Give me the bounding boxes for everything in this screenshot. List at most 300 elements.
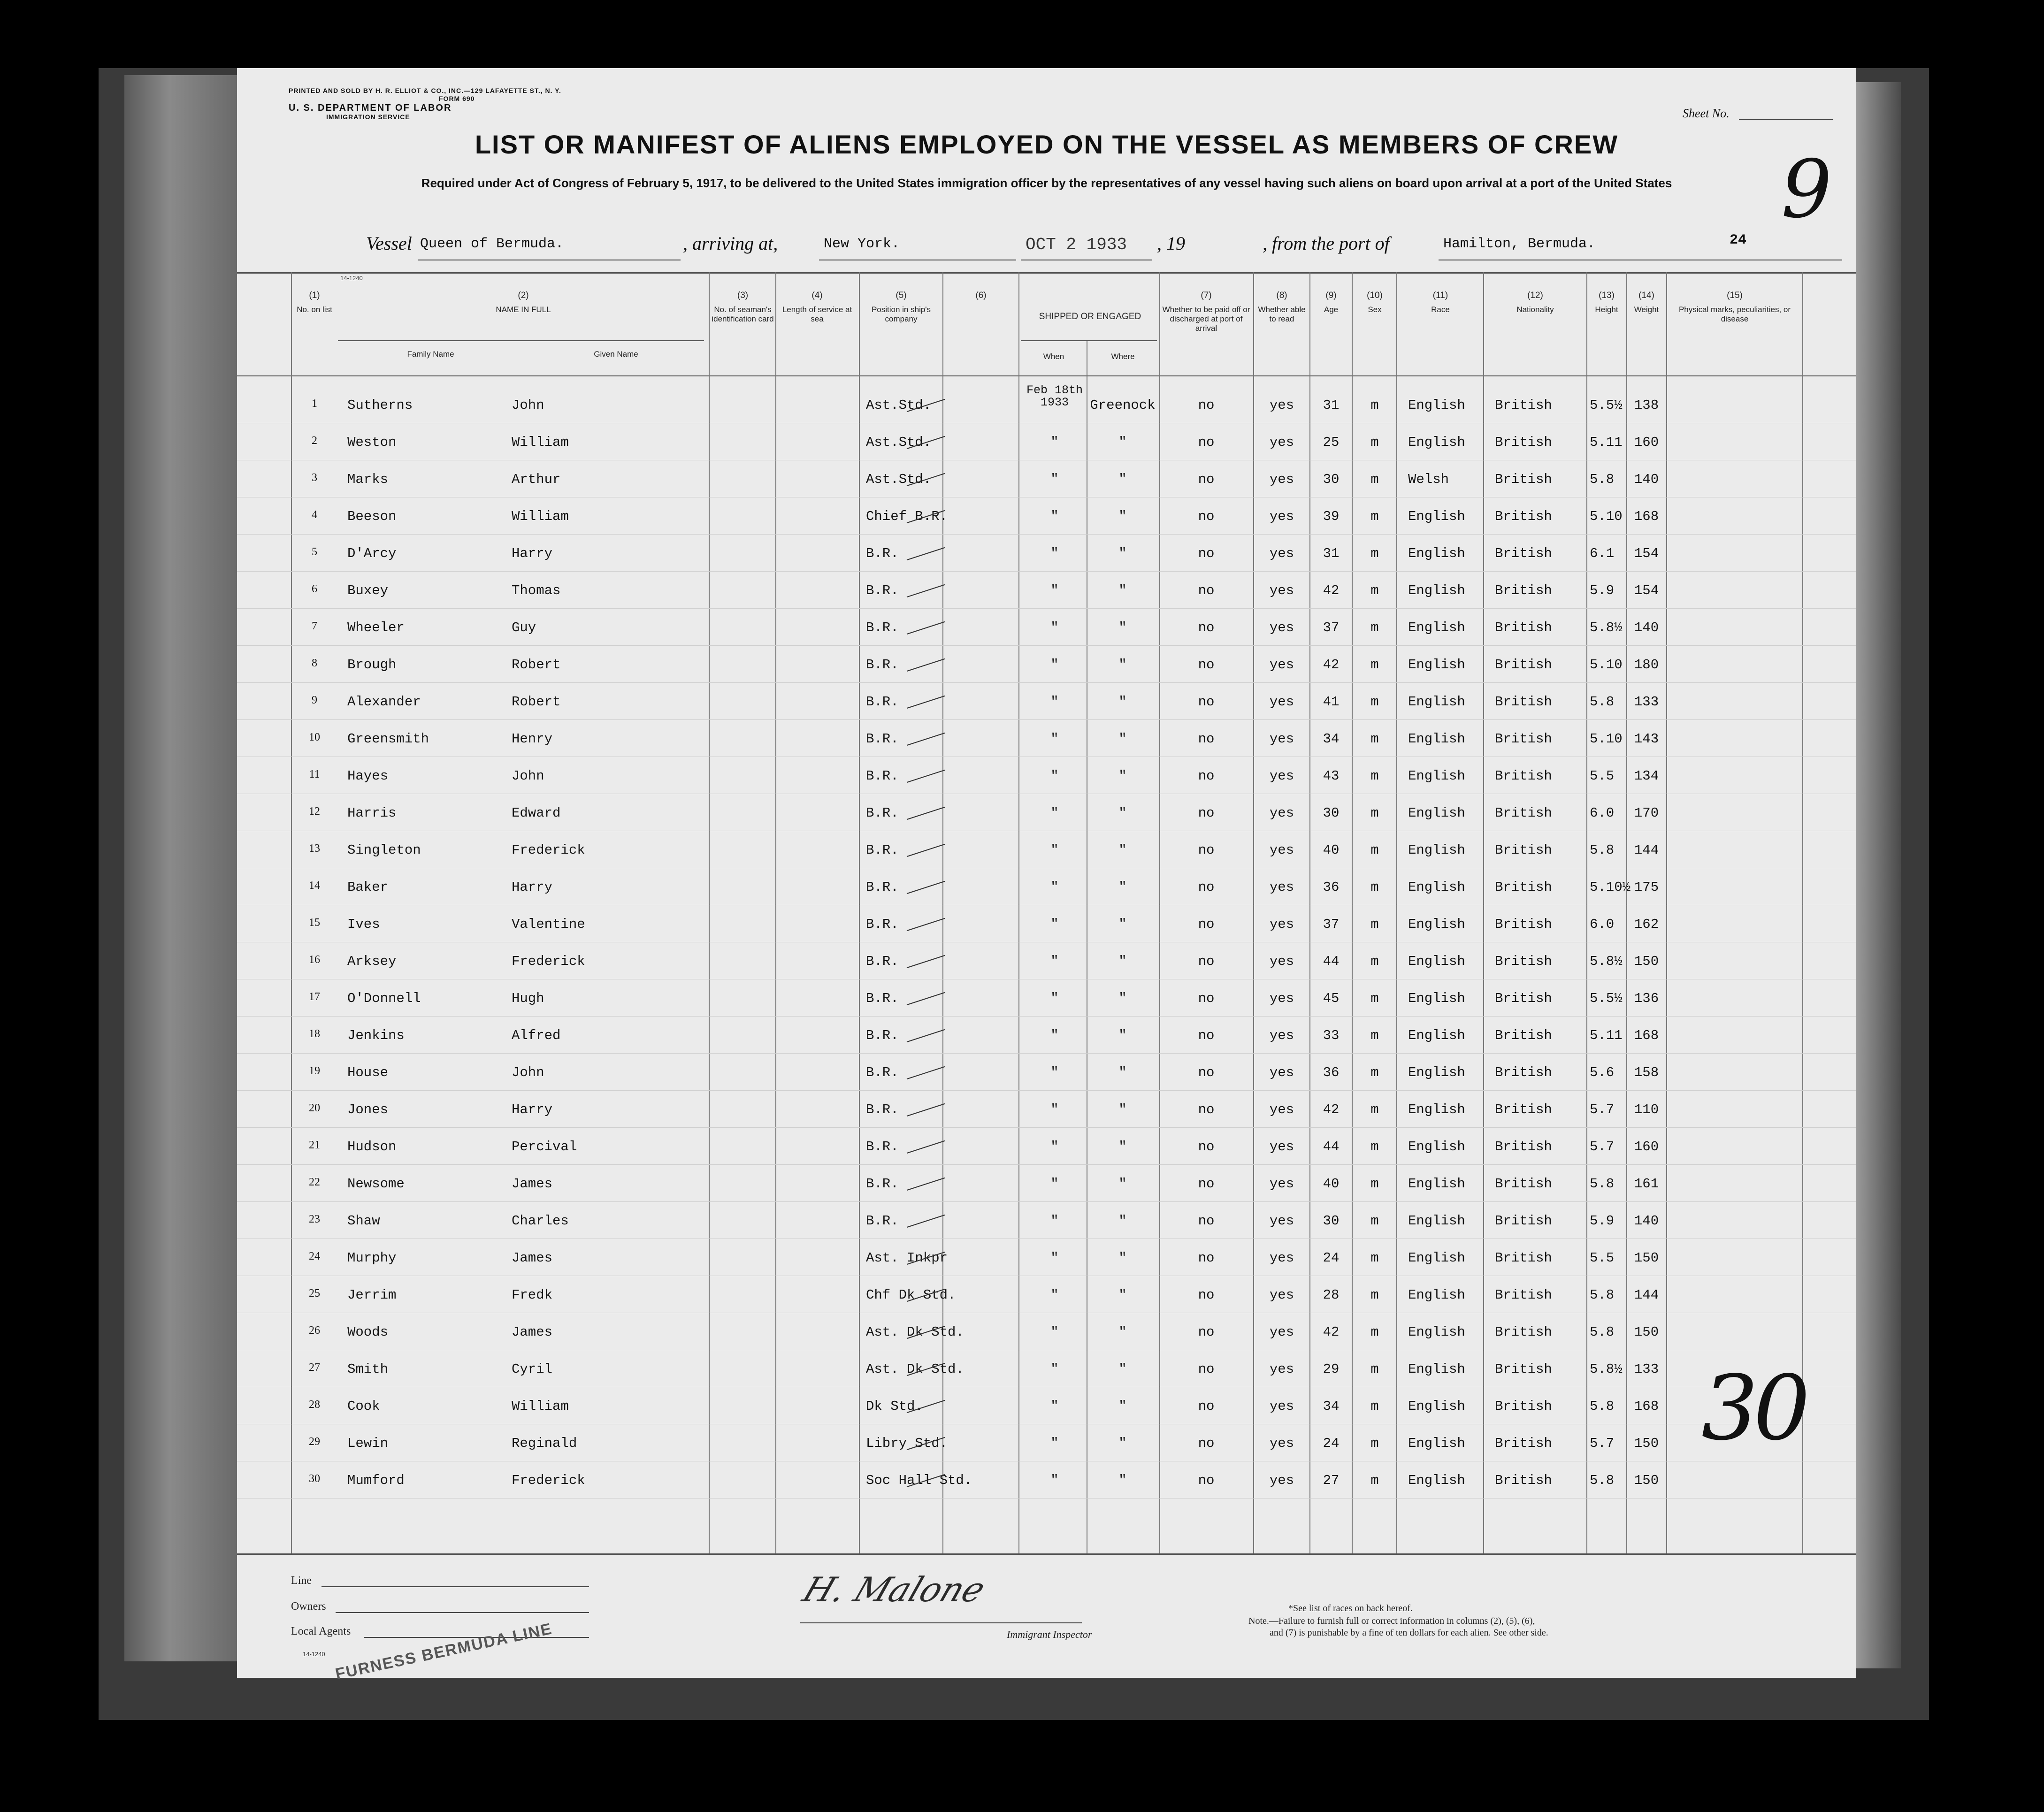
paid-off: no <box>1198 398 1215 413</box>
weight: 180 <box>1634 657 1659 673</box>
able-to-read: yes <box>1269 1028 1294 1043</box>
row-number: 12 <box>309 805 320 818</box>
shipped-where: " <box>1118 768 1127 784</box>
position: Ast.Std. <box>866 472 932 487</box>
position: B.R. <box>866 583 899 598</box>
family-name: Jones <box>347 1102 389 1117</box>
position: Soc Hall Std. <box>866 1473 972 1488</box>
table-row <box>237 535 1856 572</box>
height: 6.0 <box>1590 917 1615 932</box>
table-row <box>237 1017 1856 1054</box>
position: B.R. <box>866 1213 899 1229</box>
height: 5.5½ <box>1590 398 1623 413</box>
table-row <box>237 869 1856 906</box>
age: 30 <box>1323 1213 1340 1229</box>
arriving-label: , arriving at, <box>683 233 778 254</box>
nationality: British <box>1495 1250 1552 1266</box>
given-name: Thomas <box>512 583 561 598</box>
family-name: Smith <box>347 1361 389 1377</box>
given-name: James <box>512 1250 553 1266</box>
shipped-when: " <box>1050 583 1059 598</box>
sex: m <box>1370 879 1379 895</box>
owners-underline <box>336 1612 589 1613</box>
height: 5.10 <box>1590 509 1623 524</box>
form-code-bottom: 14-1240 <box>303 1651 325 1658</box>
row-number: 24 <box>309 1250 320 1262</box>
nationality: British <box>1495 1176 1552 1192</box>
row-number: 11 <box>309 768 320 780</box>
nationality: British <box>1495 657 1552 673</box>
row-number: 2 <box>312 435 317 447</box>
from-port: Hamilton, Bermuda. <box>1443 236 1596 252</box>
paid-off: no <box>1198 1473 1215 1488</box>
position: Ast. Inkpr <box>866 1250 948 1266</box>
weight: 170 <box>1634 805 1659 821</box>
height: 5.8 <box>1590 1473 1615 1488</box>
row-rule <box>237 682 1856 683</box>
printer-credit: PRINTED AND SOLD BY H. R. ELLIOT & CO., INC.—129 LAFAYETTE ST., N. Y. <box>289 87 561 94</box>
able-to-read: yes <box>1269 991 1294 1006</box>
height: 5.8½ <box>1590 620 1623 635</box>
family-name: Buxey <box>347 583 389 598</box>
age: 36 <box>1323 879 1340 895</box>
handwritten-page-number: 9 <box>1781 143 1832 236</box>
height: 5.8½ <box>1590 1361 1623 1377</box>
shipped-when: " <box>1050 879 1059 895</box>
from-port-label: , from the port of <box>1263 233 1390 254</box>
race: English <box>1408 583 1465 598</box>
shipped-where: " <box>1118 1473 1127 1488</box>
sex: m <box>1370 731 1379 747</box>
weight: 158 <box>1634 1065 1659 1080</box>
table-row <box>237 1055 1856 1091</box>
given-name: Edward <box>512 805 561 821</box>
age: 44 <box>1323 1139 1340 1154</box>
position: B.R. <box>866 657 899 673</box>
race: English <box>1408 1028 1465 1043</box>
table-row <box>237 1351 1856 1388</box>
sheet-no-line <box>1739 119 1833 120</box>
family-name: Jenkins <box>347 1028 405 1043</box>
family-name: Alexander <box>347 694 421 710</box>
age: 40 <box>1323 1176 1340 1192</box>
weight: 168 <box>1634 509 1659 524</box>
table-row <box>237 461 1856 498</box>
weight: 140 <box>1634 1213 1659 1229</box>
race: English <box>1408 1176 1465 1192</box>
height: 5.6 <box>1590 1065 1615 1080</box>
race: English <box>1408 917 1465 932</box>
header-no: (1) No. on list <box>297 291 332 314</box>
manifest-page <box>237 68 1856 1683</box>
sex: m <box>1370 1250 1379 1266</box>
shipped-where: " <box>1118 1324 1127 1340</box>
shipped-where: " <box>1118 472 1127 487</box>
paid-off: no <box>1198 1324 1215 1340</box>
age: 41 <box>1323 694 1340 710</box>
header-given-name: Given Name <box>594 350 638 359</box>
line-label: Line <box>291 1575 312 1587</box>
row-number: 16 <box>309 954 320 966</box>
race: English <box>1408 1324 1465 1340</box>
age: 42 <box>1323 657 1340 673</box>
race: English <box>1408 1361 1465 1377</box>
vessel-label: Vessel <box>366 233 412 254</box>
position: Dk Std. <box>866 1399 923 1414</box>
given-name: Alfred <box>512 1028 561 1043</box>
page-subtitle: Required under Act of Congress of February 5, 1917, to be delivered to the United States immigration officer by the representatives of any vessel having such aliens on board upon arrival at a port of the United States <box>421 176 1672 190</box>
shipped-where: " <box>1118 1287 1127 1303</box>
header-bottom-rule <box>237 375 1856 376</box>
able-to-read: yes <box>1269 917 1294 932</box>
header-family-name: Family Name <box>407 350 454 359</box>
sex: m <box>1370 583 1379 598</box>
nationality: British <box>1495 991 1552 1006</box>
family-name: Hayes <box>347 768 389 784</box>
shipped-when: " <box>1050 1213 1059 1229</box>
height: 5.5 <box>1590 1250 1615 1266</box>
row-rule <box>237 1053 1856 1054</box>
sex: m <box>1370 1473 1379 1488</box>
paid-off: no <box>1198 731 1215 747</box>
able-to-read: yes <box>1269 620 1294 635</box>
age: 30 <box>1323 805 1340 821</box>
nationality: British <box>1495 1399 1552 1414</box>
paid-off: no <box>1198 1399 1215 1414</box>
table-top-rule <box>237 272 1856 274</box>
fine-note-line-1: Note.—Failure to furnish full or correct information in columns (2), (5), (6), <box>1248 1616 1535 1626</box>
weight: 150 <box>1634 1250 1659 1266</box>
shipped-when: " <box>1050 1399 1059 1414</box>
given-name: Hugh <box>512 991 544 1006</box>
row-number: 13 <box>309 842 320 855</box>
weight: 154 <box>1634 583 1659 598</box>
age: 28 <box>1323 1287 1340 1303</box>
race: English <box>1408 1473 1465 1488</box>
sex: m <box>1370 768 1379 784</box>
race: English <box>1408 731 1465 747</box>
able-to-read: yes <box>1269 509 1294 524</box>
able-to-read: yes <box>1269 694 1294 710</box>
race: English <box>1408 1102 1465 1117</box>
row-rule <box>237 1090 1856 1091</box>
position: Ast. Dk Std. <box>866 1324 964 1340</box>
race: English <box>1408 657 1465 673</box>
age: 39 <box>1323 509 1340 524</box>
paid-off: no <box>1198 583 1215 598</box>
sex: m <box>1370 509 1379 524</box>
paid-off: no <box>1198 1287 1215 1303</box>
header-age: (9) Age <box>1324 291 1339 314</box>
line-underline <box>322 1586 589 1587</box>
sex: m <box>1370 842 1379 858</box>
age: 30 <box>1323 472 1340 487</box>
age: 42 <box>1323 583 1340 598</box>
sex: m <box>1370 1102 1379 1117</box>
owners-label: Owners <box>291 1600 326 1613</box>
nationality: British <box>1495 917 1552 932</box>
family-name: Woods <box>347 1324 389 1340</box>
sex: m <box>1370 546 1379 561</box>
position: B.R. <box>866 768 899 784</box>
able-to-read: yes <box>1269 546 1294 561</box>
nationality: British <box>1495 731 1552 747</box>
row-number: 6 <box>312 583 317 595</box>
paid-off: no <box>1198 1361 1215 1377</box>
weight: 160 <box>1634 1139 1659 1154</box>
nationality: British <box>1495 546 1552 561</box>
header-shipped-engaged: SHIPPED OR ENGAGED <box>1039 312 1141 321</box>
family-name: Greensmith <box>347 731 429 747</box>
family-name: Ives <box>347 917 380 932</box>
age: 36 <box>1323 1065 1340 1080</box>
nationality: British <box>1495 1065 1552 1080</box>
given-name: Fredk <box>512 1287 553 1303</box>
able-to-read: yes <box>1269 1065 1294 1080</box>
age: 40 <box>1323 842 1340 858</box>
race: Welsh <box>1408 472 1449 487</box>
row-number: 23 <box>309 1213 320 1225</box>
row-number: 19 <box>309 1065 320 1077</box>
nationality: British <box>1495 620 1552 635</box>
shipped-where: " <box>1118 1213 1127 1229</box>
shipped-where: " <box>1118 954 1127 969</box>
nationality: British <box>1495 1102 1552 1117</box>
family-name: Marks <box>347 472 389 487</box>
position: Ast.Std. <box>866 398 932 413</box>
position: B.R. <box>866 917 899 932</box>
able-to-read: yes <box>1269 1287 1294 1303</box>
table-row <box>237 1129 1856 1165</box>
shipped-where: " <box>1118 1436 1127 1451</box>
table-row <box>237 1203 1856 1239</box>
shipped-when: " <box>1050 1028 1059 1043</box>
shipped-where: " <box>1118 1028 1127 1043</box>
paid-off: no <box>1198 991 1215 1006</box>
able-to-read: yes <box>1269 1473 1294 1488</box>
shipped-where: " <box>1118 546 1127 561</box>
position: B.R. <box>866 954 899 969</box>
header-service-length: (4) Length of service at sea <box>782 291 852 323</box>
height: 5.8 <box>1590 1176 1615 1192</box>
position: B.R. <box>866 731 899 747</box>
able-to-read: yes <box>1269 1139 1294 1154</box>
given-name: William <box>512 509 569 524</box>
row-rule <box>237 1127 1856 1128</box>
paid-off: no <box>1198 1436 1215 1451</box>
shipped-when: " <box>1050 1324 1059 1340</box>
height: 5.5½ <box>1590 991 1623 1006</box>
shipped-where: " <box>1118 1250 1127 1266</box>
table-row <box>237 980 1856 1017</box>
shipped-when: " <box>1050 991 1059 1006</box>
service-name: IMMIGRATION SERVICE <box>326 113 410 121</box>
agents-label: Local Agents <box>291 1625 351 1637</box>
table-row <box>237 1314 1856 1351</box>
weight: 143 <box>1634 731 1659 747</box>
weight: 138 <box>1634 398 1659 413</box>
shipped-where: " <box>1118 694 1127 710</box>
position: Libry Std. <box>866 1436 948 1451</box>
given-name: Arthur <box>512 472 561 487</box>
sex: m <box>1370 1028 1379 1043</box>
race: English <box>1408 954 1465 969</box>
position: B.R. <box>866 1065 899 1080</box>
given-name: Robert <box>512 657 561 673</box>
paid-off: no <box>1198 842 1215 858</box>
sex: m <box>1370 1287 1379 1303</box>
given-name: Robert <box>512 694 561 710</box>
inspector-label: Immigrant Inspector <box>1007 1629 1092 1640</box>
inspector-signature: H. Malone <box>797 1570 991 1609</box>
row-number: 27 <box>309 1361 320 1374</box>
form-code-top: 14-1240 <box>340 275 363 282</box>
age: 34 <box>1323 731 1340 747</box>
weight: 150 <box>1634 1324 1659 1340</box>
header-physical-marks: (15) Physical marks, peculiarities, or disease <box>1678 291 1791 323</box>
race: English <box>1408 1213 1465 1229</box>
races-note: *See list of races on back hereof. <box>1288 1603 1413 1613</box>
nationality: British <box>1495 694 1552 710</box>
race: English <box>1408 1399 1465 1414</box>
nationality: British <box>1495 1361 1552 1377</box>
header-position: (5) Position in ship's company <box>871 291 931 323</box>
weight: 133 <box>1634 694 1659 710</box>
given-name: Harry <box>512 1102 553 1117</box>
shipped-subrule <box>1021 340 1157 341</box>
family-name: Murphy <box>347 1250 397 1266</box>
sheet-no-label: Sheet No. <box>1683 107 1730 120</box>
row-rule <box>237 1498 1856 1499</box>
given-name: Henry <box>512 731 553 747</box>
race: English <box>1408 1139 1465 1154</box>
shipped-when: " <box>1050 1065 1059 1080</box>
header-race: (11) Race <box>1431 291 1450 314</box>
table-row <box>237 832 1856 869</box>
able-to-read: yes <box>1269 1213 1294 1229</box>
height: 5.7 <box>1590 1436 1615 1451</box>
nationality: British <box>1495 435 1552 450</box>
weight: 134 <box>1634 768 1659 784</box>
row-number: 25 <box>309 1287 320 1300</box>
race: English <box>1408 842 1465 858</box>
age: 42 <box>1323 1102 1340 1117</box>
shipped-where: " <box>1118 1102 1127 1117</box>
shipped-when: Feb 18th 1933 <box>1026 383 1083 409</box>
row-number: 5 <box>312 546 317 558</box>
race: English <box>1408 991 1465 1006</box>
given-name: William <box>512 435 569 450</box>
row-number: 17 <box>309 991 320 1003</box>
race: English <box>1408 1287 1465 1303</box>
shipped-where: " <box>1118 1361 1127 1377</box>
printer-block <box>289 87 561 121</box>
position: Chf Dk Std. <box>866 1287 956 1303</box>
able-to-read: yes <box>1269 1324 1294 1340</box>
race: English <box>1408 1250 1465 1266</box>
table-row <box>237 721 1856 757</box>
able-to-read: yes <box>1269 472 1294 487</box>
sex: m <box>1370 620 1379 635</box>
sex: m <box>1370 1324 1379 1340</box>
table-row <box>237 758 1856 795</box>
family-name: Beeson <box>347 509 397 524</box>
able-to-read: yes <box>1269 954 1294 969</box>
nationality: British <box>1495 1436 1552 1451</box>
height: 6.1 <box>1590 546 1615 561</box>
family-name: House <box>347 1065 389 1080</box>
age: 25 <box>1323 435 1340 450</box>
shipped-when: " <box>1050 731 1059 747</box>
position: B.R. <box>866 546 899 561</box>
able-to-read: yes <box>1269 398 1294 413</box>
height: 5.8 <box>1590 1324 1615 1340</box>
table-row <box>237 424 1856 461</box>
header-shipped: (6) <box>975 291 987 300</box>
position: Ast.Std. <box>866 435 932 450</box>
race: English <box>1408 435 1465 450</box>
given-name: Charles <box>512 1213 569 1229</box>
weight: 136 <box>1634 991 1659 1006</box>
fine-note-line-2: and (7) is punishable by a fine of ten dollars for each alien. See other side. <box>1270 1628 1548 1638</box>
sex: m <box>1370 1436 1379 1451</box>
age: 24 <box>1323 1436 1340 1451</box>
name-subrule <box>338 340 704 341</box>
weight: 162 <box>1634 917 1659 932</box>
height: 5.8 <box>1590 1399 1615 1414</box>
weight: 110 <box>1634 1102 1659 1117</box>
nationality: British <box>1495 842 1552 858</box>
family-name: Cook <box>347 1399 380 1414</box>
height: 6.0 <box>1590 805 1615 821</box>
family-name: Weston <box>347 435 397 450</box>
row-number: 21 <box>309 1139 320 1151</box>
weight: 175 <box>1634 879 1659 895</box>
table-row <box>237 1388 1856 1425</box>
shipped-where: " <box>1118 620 1127 635</box>
family-name: Lewin <box>347 1436 389 1451</box>
shipped-when: " <box>1050 509 1059 524</box>
shipped-where: " <box>1118 509 1127 524</box>
row-number: 9 <box>312 694 317 706</box>
shipped-where: " <box>1118 583 1127 598</box>
shipped-when: " <box>1050 954 1059 969</box>
date-stamp: OCT 2 1933 <box>1026 235 1127 254</box>
paid-off: no <box>1198 435 1215 450</box>
paid-off: no <box>1198 805 1215 821</box>
table-row <box>237 1166 1856 1202</box>
weight: 150 <box>1634 1473 1659 1488</box>
family-name: Sutherns <box>347 398 413 413</box>
position: B.R. <box>866 805 899 821</box>
row-number: 1 <box>312 398 317 410</box>
table-row <box>237 906 1856 943</box>
race: English <box>1408 509 1465 524</box>
age: 31 <box>1323 546 1340 561</box>
family-name: Brough <box>347 657 397 673</box>
shipped-where: Greenock <box>1090 398 1156 413</box>
arriving-port: New York. <box>824 236 900 252</box>
position: Chief B.R. <box>866 509 948 524</box>
header-id-card: (3) No. of seaman's identification card <box>712 291 774 323</box>
position: Ast. Dk Std. <box>866 1361 964 1377</box>
nationality: British <box>1495 1028 1552 1043</box>
shipped-when: " <box>1050 1139 1059 1154</box>
position: B.R. <box>866 1028 899 1043</box>
paid-off: no <box>1198 1250 1215 1266</box>
height: 5.10½ <box>1590 879 1631 895</box>
row-number: 14 <box>309 879 320 892</box>
